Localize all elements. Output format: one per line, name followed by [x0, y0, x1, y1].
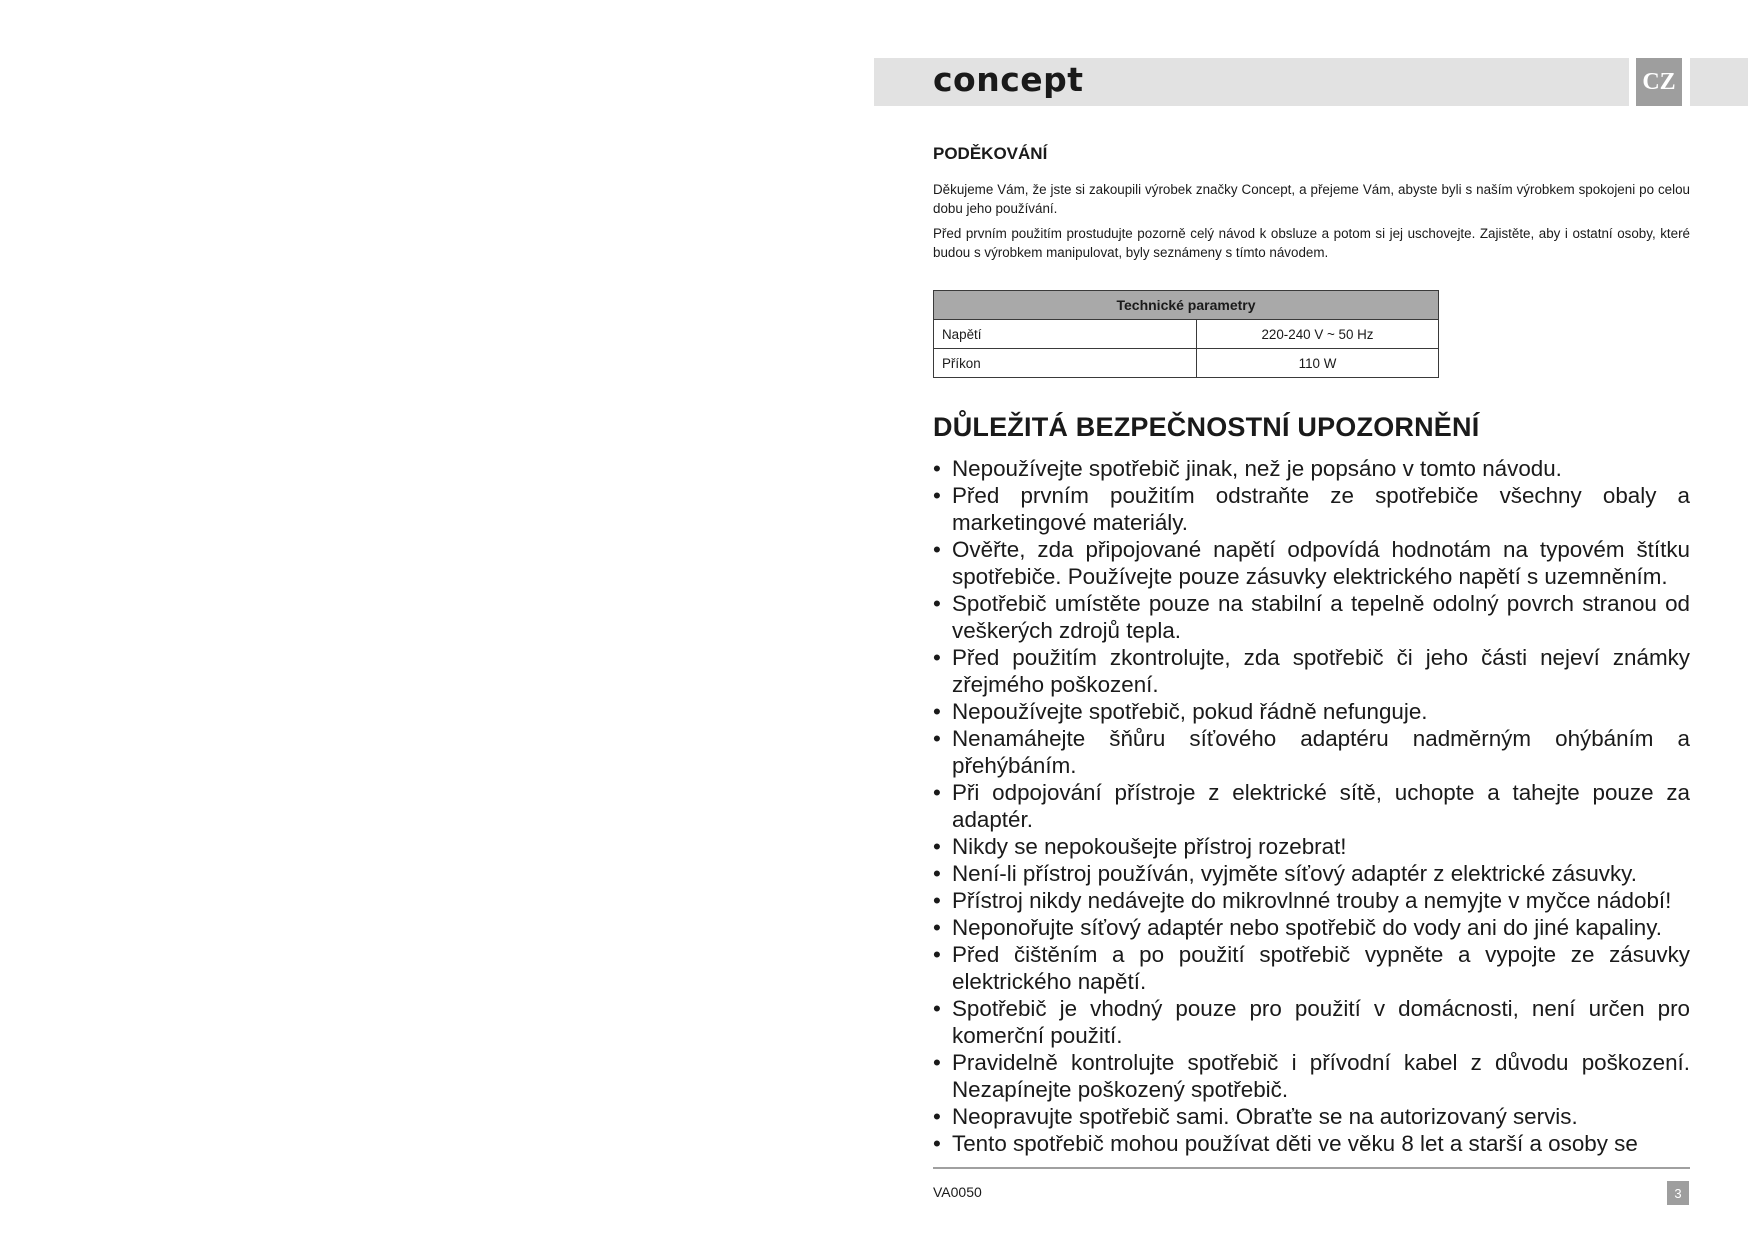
list-item: • Nepoužívejte spotřebič, pokud řádně nefunguje. [933, 698, 1690, 725]
header-bar-end [1690, 58, 1748, 106]
list-item: • Tento spotřebič mohou používat děti ve věku 8 let a starší a osoby se [933, 1130, 1690, 1157]
list-item: • Nikdy se nepokoušejte přístroj rozebrat! [933, 833, 1690, 860]
page-number: 3 [1667, 1181, 1689, 1205]
spec-label: Příkon [934, 349, 1197, 378]
list-item: • Před čištěním a po použití spotřebič vypněte a vypojte ze zásuvky elektrického napětí. [933, 941, 1690, 995]
brand-logo: concept [933, 60, 1084, 99]
table-title: Technické parametry [934, 291, 1439, 320]
list-item: • Neopravujte spotřebič sami. Obraťte se na autorizovaný servis. [933, 1103, 1690, 1130]
model-code: VA0050 [933, 1184, 982, 1200]
table-row [934, 320, 1439, 349]
list-item: • Přístroj nikdy nedávejte do mikrovlnné trouby a nemyjte v myčce nádobí! [933, 887, 1690, 914]
list-item: • Ověřte, zda připojované napětí odpovídá hodnotám na typovém štítku spotřebiče. Používejte pouze zásuvky elektrického napětí s uzemněním. [933, 536, 1690, 590]
language-badge: CZ [1636, 58, 1682, 106]
thanks-heading: PODĚKOVÁNÍ [933, 144, 1048, 163]
spec-value: 110 W [1197, 349, 1439, 378]
list-item: • Při odpojování přístroje z elektrické sítě, uchopte a tahejte pouze za adaptér. [933, 779, 1690, 833]
safety-list [933, 455, 1690, 1157]
list-item: • Před prvním použitím odstraňte ze spotřebiče všechny obaly a marketingové materiály. [933, 482, 1690, 536]
thanks-paragraph-1: Děkujeme Vám, že jste si zakoupili výrobek značky Concept, a přejeme Vám, abyste byli s naším výrobkem spokojeni po celou dobu jeho používání. [933, 182, 1690, 216]
safety-heading: DŮLEŽITÁ BEZPEČNOSTNÍ UPOZORNĚNÍ [933, 412, 1480, 442]
list-item: • Není-li přístroj používán, vyjměte síťový adaptér z elektrické zásuvky. [933, 860, 1690, 887]
list-item: • Pravidelně kontrolujte spotřebič i přívodní kabel z důvodu poškození. Nezapínejte poškozený spotřebič. [933, 1049, 1690, 1103]
table-row [934, 349, 1439, 378]
table-header-row [934, 291, 1439, 320]
spec-label: Napětí [934, 320, 1197, 349]
list-item: • Spotřebič je vhodný pouze pro použití v domácnosti, není určen pro komerční použití. [933, 995, 1690, 1049]
footer-divider [933, 1167, 1690, 1169]
list-item: • Neponořujte síťový adaptér nebo spotřebič do vody ani do jiné kapaliny. [933, 914, 1690, 941]
list-item: • Spotřebič umístěte pouze na stabilní a tepelně odolný povrch stranou od veškerých zdrojů tepla. [933, 590, 1690, 644]
spec-value: 220-240 V ~ 50 Hz [1197, 320, 1439, 349]
list-item: • Před použitím zkontrolujte, zda spotřebič či jeho části nejeví známky zřejmého poškození. [933, 644, 1690, 698]
list-item: • Nepoužívejte spotřebič jinak, než je popsáno v tomto návodu. [933, 455, 1690, 482]
thanks-paragraph-2: Před prvním použitím prostudujte pozorně celý návod k obsluze a potom si jej uschovejte. Zajistěte, aby i ostatní osoby, které budou s výrobkem manipulovat, byly seznámeny s tímto návodem. [933, 226, 1690, 260]
technical-parameters-table [933, 290, 1439, 378]
list-item: • Nenamáhejte šňůru síťového adaptéru nadměrným ohýbáním a přehýbáním. [933, 725, 1690, 779]
